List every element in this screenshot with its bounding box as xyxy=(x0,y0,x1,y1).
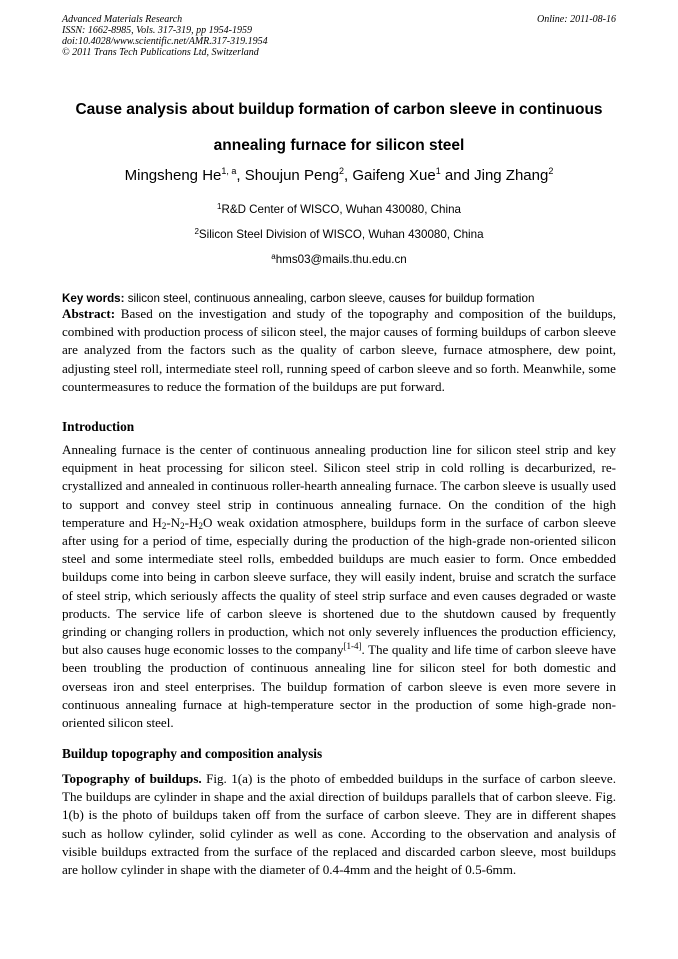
journal-header xyxy=(62,14,616,58)
abstract xyxy=(62,305,616,396)
paragraph-text: -N xyxy=(166,514,181,530)
author-superscript: 1, a xyxy=(221,166,237,176)
online-date: Online: 2011-08-16 xyxy=(537,14,616,25)
paragraph-text: O weak oxidation atmosphere, buildups form in the surface of carbon sleeve after using for a period of time, especially during the production of the high-grade non-oriented silicon steel and some intermediate steel rolls, embedded buildups are much easier to form. Once embedded buildups come into being in carbon sleeve surface, they will easily indent, bruise and scratch the surface of steel strip, which seriously affects the quality of steel strip surface and even causes degraded or waste products. The service life of carbon sleeve is shortened due to the shutdown caused by frequently grinding or changing rollers in production, which not only severely influences the production efficiency, but also causes huge economic losses to the company xyxy=(62,514,616,658)
affiliation-marker: 1 xyxy=(217,202,222,211)
author-name: , Gaifeng Xue xyxy=(344,167,436,184)
author-list xyxy=(40,166,638,186)
affiliation-text: Silicon Steel Division of WISCO, Wuhan 430080, China xyxy=(198,228,484,241)
author-email xyxy=(40,253,638,267)
affiliation-1 xyxy=(40,203,638,217)
topography-paragraph xyxy=(62,770,616,879)
citation: [1-4] xyxy=(343,641,362,652)
keywords xyxy=(62,292,616,306)
author-name: and Jing Zhang xyxy=(440,167,549,184)
issn-line: ISSN: 1662-8985, Vols. 317-319, pp 1954-1959 xyxy=(62,25,252,36)
affiliation-marker: 2 xyxy=(194,227,199,236)
title-line-1: Cause analysis about buildup formation of carbon sleeve in continuous xyxy=(75,101,603,118)
author-superscript: 1 xyxy=(435,166,441,176)
subsection-label: Topography of buildups. xyxy=(62,771,202,786)
abstract-text: Based on the investigation and study of the topography and composition of the buildups, combined with production process of silicon steel, the major causes of forming buildups of carbon sleeve are analyzed from the factors such as the quality of carbon sleeve, furnace atmosphere, dew point, adjusting steel roll, intermediate steel roll, running speed of carbon sleeve and so forth. Meanwhile, some countermeasures to reduce the formation of the buildups are put forward. xyxy=(62,306,616,394)
author-superscript: 2 xyxy=(338,166,344,176)
doi-line: doi:10.4028/www.scientific.net/AMR.317-319.1954 xyxy=(62,36,268,47)
keywords-label: Key words: xyxy=(62,292,125,305)
keywords-text: silicon steel, continuous annealing, carbon sleeve, causes for buildup formation xyxy=(124,292,535,305)
paragraph-text: . The quality and life time of carbon sleeve have been troubling the production of continuous annealing line for silicon steel for both domestic and overseas iron and steel enterprises. The buildup formation of carbon sleeve is even more severe in continuous annealing furnace at high-temperature sector in the production of some high-grade non-oriented silicon steel. xyxy=(62,642,616,731)
email-text: hms03@mails.thu.edu.cn xyxy=(275,253,407,266)
section-heading-buildup: Buildup topography and composition analysis xyxy=(62,746,323,761)
paragraph-text: -H xyxy=(184,514,199,530)
journal-name: Advanced Materials Research xyxy=(62,14,183,25)
author-superscript: 2 xyxy=(548,166,554,176)
affiliation-2 xyxy=(40,228,638,242)
abstract-label: Abstract: xyxy=(62,306,116,321)
paragraph-text: Fig. 1(a) is the photo of embedded buildups in the surface of carbon sleeve. The buildups are cylinder in shape and the axial direction of buildups parallels that of carbon sleeve. Fig. 1(b) is the photo of buildups taken off from the surface of carbon sleeve. They are in different shapes such as hollow cylinder, solid cylinder as well as cone. According to the observation and analysis of visible buildups extracted from the surface of the replaced and discarded carbon sleeve, most buildups are hollow cylinder in shape with the diameter of 0.4-4mm and the height of 0.5-6mm. xyxy=(62,771,616,878)
section-heading-introduction: Introduction xyxy=(62,419,135,434)
author-name: , Shoujun Peng xyxy=(236,167,339,184)
email-marker: a xyxy=(271,252,276,261)
subscript: 2 xyxy=(180,520,185,531)
paragraph-text: Annealing furnace is the center of continuous annealing production line for silicon steel strip and key equipment in heat processing for silicon steel. Silicon steel strip in cold rolling is decarburized, re-crystallized and annealed in continuous roller-hearth annealing furnace. The carbon sleeve is usually used to support and convey steel strip in continuous annealing furnace. On the condition of the high temperature and H xyxy=(62,442,616,530)
affiliation-text: R&D Center of WISCO, Wuhan 430080, China xyxy=(221,203,461,216)
subscript: 2 xyxy=(161,520,167,531)
introduction-paragraph xyxy=(62,441,616,732)
author-name: Mingsheng He xyxy=(124,167,222,184)
paper-title xyxy=(40,92,638,164)
copyright-line: © 2011 Trans Tech Publications Ltd, Switzerland xyxy=(62,47,259,58)
subscript: 2 xyxy=(198,520,203,531)
title-line-2: annealing furnace for silicon steel xyxy=(213,137,465,154)
